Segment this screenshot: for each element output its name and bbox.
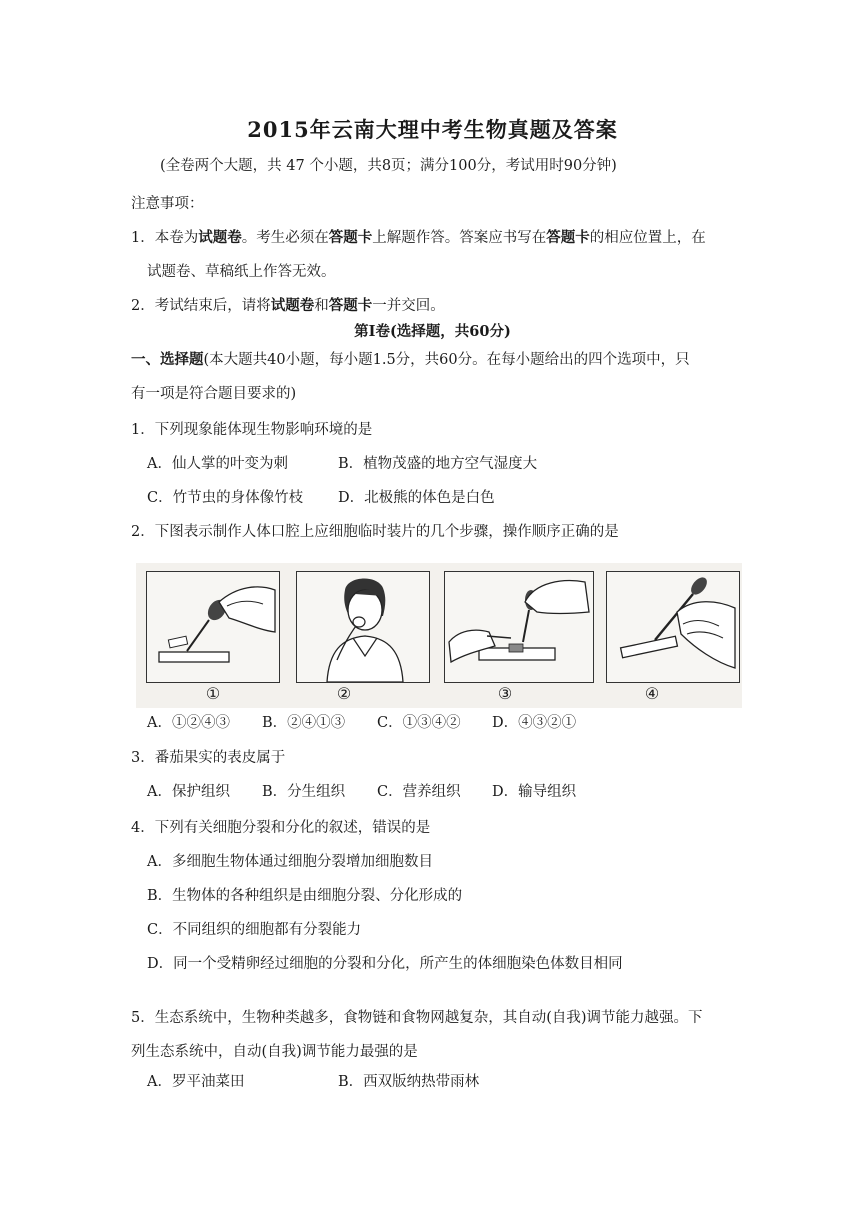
question-3-stem: 3．番茄果实的表皮属于	[131, 750, 286, 766]
exam-info: (全卷两个大题，共 47 个小题，共8页；满分100分，考试用时90分钟)	[160, 158, 617, 174]
question-4-option-b: B．生物体的各种组织是由细胞分裂、分化形成的	[147, 888, 463, 904]
notice-item-2: 2．考试结束后，请将试题卷和答题卡一并交回。	[131, 297, 445, 314]
section-header-cont: 有一项是符合题目要求的)	[131, 386, 297, 402]
notice-item-1-cont: 试题卷、草稿纸上作答无效。	[147, 264, 336, 280]
step-panel-1	[146, 571, 280, 683]
notice-heading: 注意事项：	[131, 196, 204, 212]
question-4-stem: 4．下列有关细胞分裂和分化的叙述，错误的是	[131, 820, 431, 836]
slide-preparation-figure	[136, 563, 742, 708]
question-1-option-c: C．竹节虫的身体像竹枝	[147, 490, 304, 506]
figure-label-4: ④	[644, 684, 660, 703]
question-5-stem-cont: 列生态系统中，自动(自我)调节能力最强的是	[131, 1044, 418, 1060]
figure-label-1: ①	[205, 684, 221, 703]
question-2-option-a: A．①②④③	[147, 715, 230, 731]
step-panel-3	[444, 571, 594, 683]
notice-item-1: 1．本卷为试题卷。考生必须在答题卡上解题作答。答案应书写在答题卡的相应位置上，在	[131, 229, 706, 246]
question-4-option-c: C．不同组织的细胞都有分裂能力	[147, 922, 362, 938]
question-3-option-d: D．输导组织	[492, 784, 577, 800]
question-4-option-d: D．同一个受精卵经过细胞的分裂和分化，所产生的体细胞染色体数目相同	[147, 956, 623, 972]
figure-label-3: ③	[497, 684, 513, 703]
figure-label-2: ②	[336, 684, 352, 703]
question-1-option-d: D．北极熊的体色是白色	[338, 490, 495, 506]
question-2-option-d: D．④③②①	[492, 715, 577, 731]
question-3-option-c: C．营养组织	[377, 784, 461, 800]
question-2-stem: 2．下图表示制作人体口腔上应细胞临时装片的几个步骤，操作顺序正确的是	[131, 524, 619, 540]
page-title: 2015年云南大理中考生物真题及答案	[247, 117, 618, 142]
section-header: 一、选择题(本大题共40小题，每小题1.5分，共60分。在每小题给出的四个选项中，只	[131, 351, 690, 368]
part-heading: 第Ⅰ卷(选择题，共60分)	[354, 323, 511, 340]
dropper-on-slide-icon	[147, 572, 279, 682]
question-1-stem: 1．下列现象能体现生物影响环境的是	[131, 422, 373, 438]
step-panel-4	[606, 571, 740, 683]
adding-drop-icon	[607, 572, 739, 682]
question-5-option-a: A．罗平油菜田	[147, 1074, 245, 1090]
step-panel-2	[296, 571, 430, 683]
question-3-option-a: A．保护组织	[147, 784, 230, 800]
question-5-stem: 5．生态系统中，生物种类越多，食物链和食物网越复杂，其自动(自我)调节能力越强。下	[131, 1010, 703, 1026]
question-1-option-a: A．仙人掌的叶变为刺	[147, 456, 288, 472]
question-1-option-b: B．植物茂盛的地方空气湿度大	[338, 456, 538, 472]
staining-slide-icon	[445, 572, 593, 682]
boy-scraping-cheek-icon	[297, 572, 429, 682]
question-5-option-b: B．西双版纳热带雨林	[338, 1074, 480, 1090]
question-3-option-b: B．分生组织	[262, 784, 346, 800]
question-2-option-b: B．②④①③	[262, 715, 346, 731]
question-2-option-c: C．①③④②	[377, 715, 461, 731]
question-4-option-a: A．多细胞生物体通过细胞分裂增加细胞数目	[147, 854, 433, 870]
